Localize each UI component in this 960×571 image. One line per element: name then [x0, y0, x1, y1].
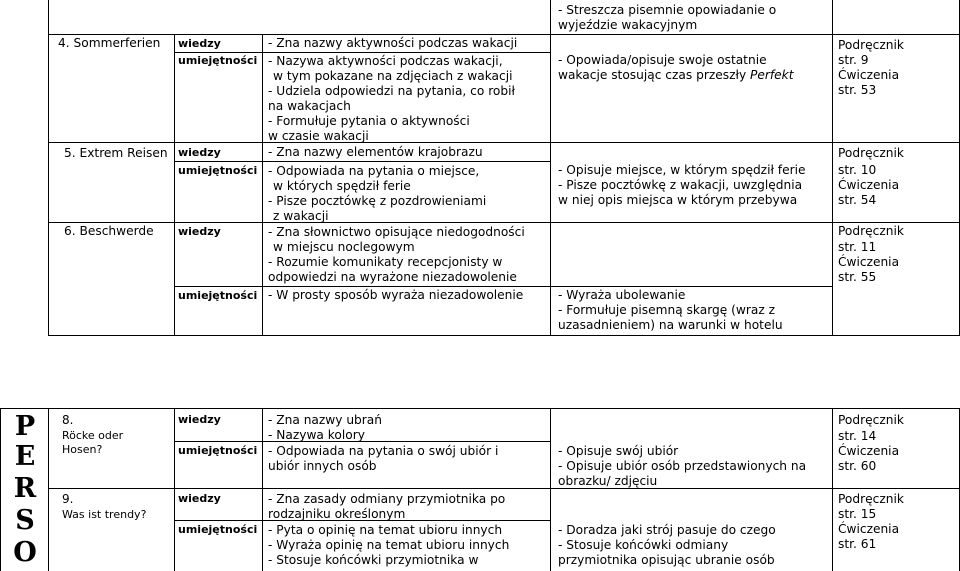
outcome-text: - Doradza jaki strój pasuje do czego — [558, 523, 776, 537]
workbook-page: str. 61 — [838, 537, 877, 551]
knowledge-text: w miejscu noclegowym — [273, 240, 415, 254]
row-line — [48, 335, 960, 336]
section-letter: O — [13, 537, 37, 568]
skills-text: - Pyta o opinię na temat ubioru innych — [268, 523, 503, 537]
textbook-label: Podręcznik — [838, 146, 904, 160]
skills-text: - Nazywa aktywności podczas wakacji, — [268, 54, 503, 68]
outcome-text: - Opowiada/opisuje swoje ostatnie — [558, 53, 767, 67]
workbook-page: str. 54 — [838, 193, 877, 207]
col-line — [550, 0, 551, 335]
workbook-label: Ćwiczenia — [838, 255, 900, 269]
skills-label: umiejętności — [178, 289, 258, 302]
section-letter: S — [15, 505, 35, 536]
textbook-page: str. 15 — [838, 507, 877, 521]
textbook-page: str. 11 — [838, 240, 877, 254]
textbook-page: str. 14 — [838, 429, 877, 443]
row-line — [174, 286, 832, 287]
skills-text: z wakacji — [273, 209, 329, 223]
knowledge-text: odpowiedzi na wyrażone niezadowolenie — [268, 270, 517, 284]
skills-label: umiejętności — [178, 523, 258, 536]
knowledge-label: wiedzy — [178, 37, 221, 50]
skills-text: ubiór innych osób — [268, 459, 377, 473]
col-line — [174, 34, 175, 335]
outcome-text: wyjeździe wakacyjnym — [558, 18, 698, 32]
col-line — [48, 0, 49, 335]
skills-text: w których spędził ferie — [273, 179, 411, 193]
workbook-page: str. 55 — [838, 270, 877, 284]
knowledge-text: - Nazywa kolory — [268, 428, 365, 442]
skills-text: - Udziela odpowiedzi na pytania, co robił — [268, 84, 515, 98]
lesson-title: 4. Sommerferien — [58, 36, 161, 50]
knowledge-text: - Rozumie komunikaty recepcjonisty w — [268, 255, 503, 269]
row-line — [0, 408, 960, 409]
skills-text: - W prosty sposób wyraża niezadowolenie — [268, 288, 524, 302]
skills-text: - Wyraża opinię na temat ubioru innych — [268, 538, 510, 552]
outcome-text: - Opisuje ubiór osób przedstawionych na — [558, 459, 807, 473]
workbook-label: Ćwiczenia — [838, 522, 900, 536]
workbook-page: str. 60 — [838, 459, 877, 473]
skills-text: w tym pokazane na zdjęciach z wakacji — [273, 69, 513, 83]
section-letter: R — [13, 473, 37, 504]
outcome-text: przymiotnika opisując ubranie osób — [558, 553, 775, 567]
textbook-page: str. 9 — [838, 53, 869, 67]
textbook-label: Podręcznik — [838, 38, 904, 52]
lesson-number: 9. — [62, 492, 74, 506]
knowledge-text: - Zna zasady odmiany przymiotnika po — [268, 492, 506, 506]
outcome-text: uzasadnieniem) na warunki w hotelu — [558, 318, 783, 332]
skills-label: umiejętności — [178, 164, 258, 177]
outcome-text: - Opisuje miejsce, w którym spędził ferie — [558, 163, 806, 177]
lesson-title: Was ist trendy? — [62, 508, 147, 521]
skills-label: umiejętności — [178, 444, 258, 457]
section-letter: E — [14, 441, 36, 472]
knowledge-text: - Zna nazwy ubrań — [268, 413, 382, 427]
knowledge-text: - Zna nazwy aktywności podczas wakacji — [268, 36, 518, 50]
skills-text: na wakacjach — [268, 99, 351, 113]
workbook-label: Ćwiczenia — [838, 178, 900, 192]
row-line — [174, 161, 550, 162]
textbook-label: Podręcznik — [838, 224, 904, 238]
lesson-title: 6. Beschwerde — [64, 224, 154, 238]
skills-text: - Odpowiada na pytania o swój ubiór i — [268, 444, 499, 458]
skills-text: w czasie wakacji — [268, 129, 369, 143]
skills-label: umiejętności — [178, 54, 258, 67]
skills-text: - Stosuje końcówki przymiotnika w — [268, 553, 479, 567]
tense-name: Perfekt — [750, 68, 794, 82]
skills-text: - Pisze pocztówkę z pozdrowieniami — [268, 194, 487, 208]
outcome-text: - Pisze pocztówkę z wakacji, uwzględnia — [558, 178, 803, 192]
textbook-label: Podręcznik — [838, 492, 904, 506]
textbook-label: Podręcznik — [838, 413, 904, 427]
workbook-page: str. 53 — [838, 83, 877, 97]
knowledge-label: wiedzy — [178, 413, 221, 426]
col-line — [262, 34, 263, 335]
col-line — [832, 408, 833, 571]
skills-text: - Odpowiada na pytania o miejsce, — [268, 164, 480, 178]
col-line — [48, 408, 49, 571]
col-line — [174, 408, 175, 571]
textbook-page: str. 10 — [838, 163, 877, 177]
col-line — [262, 408, 263, 571]
outcome-text: obrazku/ zdjęciu — [558, 474, 658, 488]
outcome-text: w niej opis miejsca w którym przebywa — [558, 193, 798, 207]
knowledge-label: wiedzy — [178, 492, 221, 505]
knowledge-text: - Zna nazwy elementów krajobrazu — [268, 145, 483, 159]
col-line — [832, 0, 833, 335]
outcome-text-part: wakacje stosując czas przeszły — [558, 68, 747, 82]
knowledge-text: rodzajniku określonym — [268, 507, 406, 521]
outcome-text: - Stosuje końcówki odmiany — [558, 538, 729, 552]
outcome-text: - Wyraża ubolewanie — [558, 288, 686, 302]
row-line — [48, 488, 960, 489]
workbook-label: Ćwiczenia — [838, 444, 900, 458]
knowledge-label: wiedzy — [178, 146, 221, 159]
col-line — [550, 408, 551, 571]
lesson-title: Röcke oder — [62, 429, 124, 442]
lesson-title: Hosen? — [62, 443, 103, 456]
workbook-label: Ćwiczenia — [838, 68, 900, 82]
outcome-text: - Formułuje pisemną skargę (wraz z — [558, 303, 775, 317]
knowledge-text: - Zna słownictwo opisujące niedogodności — [268, 225, 525, 239]
section-letter: P — [14, 411, 36, 442]
row-line — [48, 222, 960, 223]
row-line — [48, 34, 960, 35]
knowledge-label: wiedzy — [178, 225, 221, 238]
outcome-text — [558, 68, 794, 83]
outcome-text: - Streszcza pisemnie opowiadanie o — [558, 3, 777, 17]
col-line — [0, 408, 1, 571]
row-line — [48, 142, 960, 143]
skills-text: - Formułuje pytania o aktywności — [268, 114, 470, 128]
lesson-title: 5. Extrem Reisen — [64, 146, 168, 160]
outcome-text: - Opisuje swój ubiór — [558, 444, 679, 458]
lesson-number: 8. — [62, 413, 74, 427]
